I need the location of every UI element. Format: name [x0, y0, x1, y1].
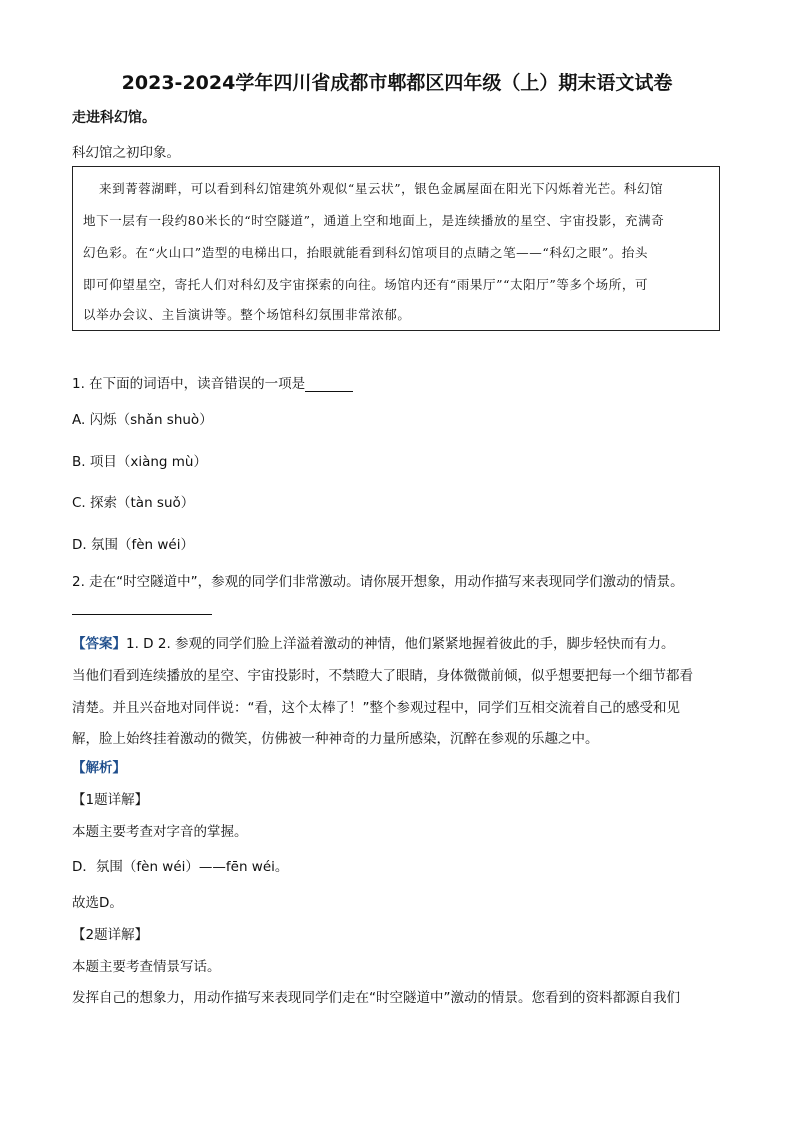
answer-line — [72, 632, 675, 652]
q2-detail-heading: 【2题详解】 — [72, 927, 149, 943]
page-title: 2023-2024学年四川省成都市郫都区四年级（上）期末语文试卷 — [121, 72, 673, 94]
question-1-text: 1. 在下面的词语中，读音错误的一项是 — [72, 376, 306, 392]
question-1-stem — [72, 372, 353, 392]
option-d: D. 氛围（fèn wéi） — [72, 537, 194, 553]
passage-line: 地下一层有一段约80米长的“时空隧道”，通道上空和地面上，是连续播放的星空、宇宙投影，充满奇 — [83, 213, 665, 228]
option-c: C. 探索（tàn suǒ） — [72, 495, 195, 511]
section-heading: 走进科幻馆。 — [72, 110, 156, 126]
answer-line: 解，脸上始终挂着激动的微笑，仿佛被一种神奇的力量所感染，沉醉在参观的乐趣之中。 — [72, 731, 599, 747]
analysis-line: 发挥自己的想象力，用动作描写来表现同学们走在“时空隧道中”激动的情景。您看到的资料都源自我们 — [72, 990, 680, 1006]
analysis-tag: 【解析】 — [72, 760, 126, 776]
intro-text: 科幻馆之初印象。 — [72, 145, 180, 161]
question-2-stem: 2. 走在“时空隧道中”，参观的同学们非常激动。请你展开想象，用动作描写来表现同学们激动的情景。 — [72, 574, 684, 590]
passage-box — [72, 166, 720, 331]
answer-tag: 【答案】 — [72, 636, 126, 652]
analysis-line: 本题主要考查情景写话。 — [72, 959, 221, 975]
option-a: A. 闪烁（shǎn shuò） — [72, 412, 213, 428]
q1-detail-heading: 【1题详解】 — [72, 792, 149, 808]
answer-blank — [305, 377, 353, 392]
analysis-line: D．氛围（fèn wéi）——fēn wéi。 — [72, 859, 289, 875]
passage-line: 幻色彩。在“火山口”造型的电梯出口，抬眼就能看到科幻馆项目的点睛之笔——“科幻之眼”。抬头 — [83, 245, 649, 260]
analysis-line: 本题主要考查对字音的掌握。 — [72, 824, 248, 840]
divider-line — [72, 614, 212, 615]
passage-line: 即可仰望星空，寄托人们对科幻及宇宙探索的向往。场馆内还有“雨果厅”“太阳厅”等多个场所，可 — [83, 277, 649, 292]
analysis-line: 故选D。 — [72, 895, 123, 911]
passage-line: 来到菁蓉湖畔，可以看到科幻馆建筑外观似“星云状”，银色金属屋面在阳光下闪烁着光芒。科幻馆 — [99, 181, 664, 196]
answer-line: 当他们看到连续播放的星空、宇宙投影时，不禁瞪大了眼睛，身体微微前倾，似乎想要把每一个细节都看 — [72, 668, 693, 684]
option-b: B. 项目（xiàng mù） — [72, 454, 207, 470]
answer-line: 清楚。并且兴奋地对同伴说：“看，这个太棒了！”整个参观过程中，同学们互相交流着自己的感受和见 — [72, 700, 680, 716]
passage-line: 以举办会议、主旨演讲等。整个场馆科幻氛围非常浓郁。 — [83, 307, 411, 322]
answer-text: 1. D 2. 参观的同学们脸上洋溢着激动的神情，他们紧紧地握着彼此的手，脚步轻快而有力。 — [126, 636, 675, 652]
